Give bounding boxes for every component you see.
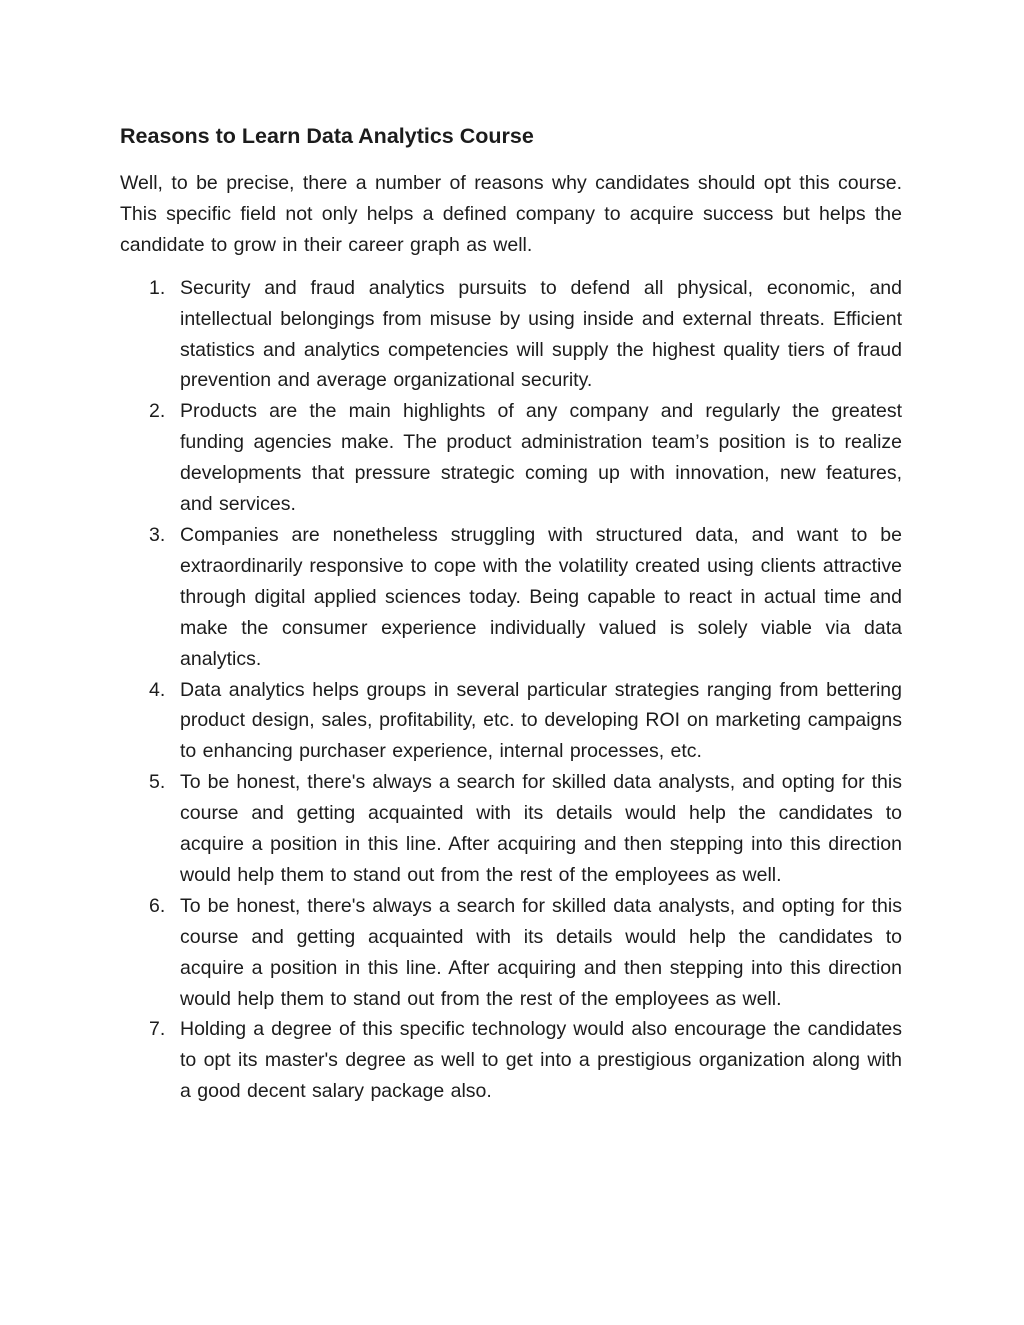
list-item-text: Security and fraud analytics pursuits to defend all physical, economic, and intellectual belongings from misuse by using inside and external threats. Efficient statistics and analytics competencies will supply the highest quality tiers of fraud prevention and average organizational security. [180, 276, 902, 392]
list-item-number: 6. [149, 894, 166, 917]
list-item [120, 891, 902, 1015]
list-item-number: 2. [149, 400, 166, 423]
document-heading: Reasons to Learn Data Analytics Course [120, 124, 534, 148]
list-item [120, 396, 902, 520]
list-item-text: To be honest, there's always a search for skilled data analysts, and opting for this course and getting acquainted with its details would help the candidates to acquire a position in this line. After acquiring and then stepping into this direction would help them to stand out from the rest of the employees as well. [180, 771, 902, 886]
list-item-text: To be honest, there's always a search for skilled data analysts, and opting for this course and getting acquainted with its details would help the candidates to acquire a position in this line. After acquiring and then stepping into this direction would help them to stand out from the rest of the employees as well. [180, 894, 902, 1010]
list-item-text: Products are the main highlights of any company and regularly the greatest funding agencies make. The product administration team’s position is to realize developments that pressure strategic coming up with innovation, new features, and services. [180, 400, 902, 516]
list-item-number: 3. [149, 523, 166, 546]
list-item [120, 273, 902, 397]
list-item-text: Data analytics helps groups in several particular strategies ranging from bettering product design, sales, profitability, etc. to developing ROI on marketing campaigns to enhancing purchaser experience, internal processes, etc. [180, 678, 902, 763]
intro-paragraph: Well, to be precise, there a number of reasons why candidates should opt this course. This specific field not only helps a defined company to acquire success but helps the candidate to grow in their career graph as well. [120, 172, 902, 256]
list-item-text: Companies are nonetheless struggling with structured data, and want to be extraordinarily responsive to cope with the volatility created using clients attractive through digital applied sciences today. Being capable to react in actual time and make the consumer experience individually valued is solely viable via data analytics. [180, 523, 902, 670]
list-item-number: 7. [149, 1018, 166, 1041]
reasons-list [120, 273, 902, 1107]
list-item [120, 767, 902, 891]
list-item [120, 675, 902, 768]
list-item [120, 520, 902, 675]
list-item-number: 4. [149, 678, 166, 701]
list-item [120, 1014, 902, 1107]
list-item-number: 5. [149, 771, 166, 794]
list-item-number: 1. [149, 276, 166, 299]
list-item-text: Holding a degree of this specific technology would also encourage the candidates to opt its master's degree as well to get into a prestigious organization along with a good decent salary package also. [180, 1018, 902, 1103]
